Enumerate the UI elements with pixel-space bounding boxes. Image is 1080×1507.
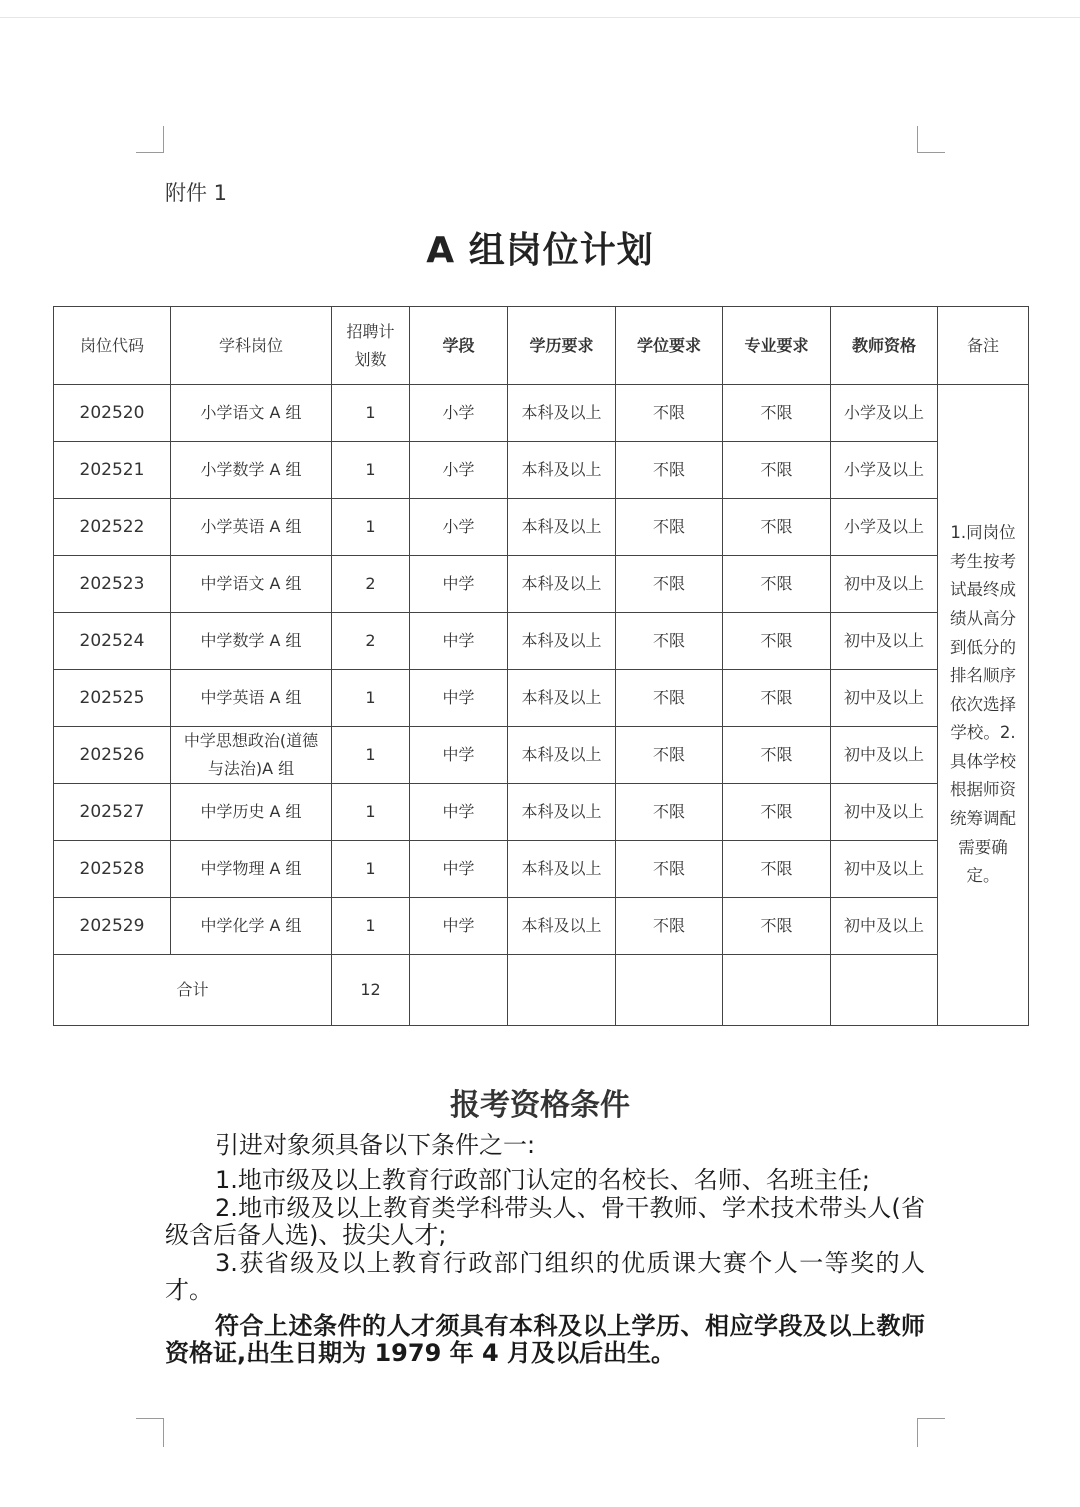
cell-code: 202521 (54, 442, 171, 499)
cell-major: 不限 (723, 784, 831, 841)
table-row (54, 898, 1029, 955)
cell-stage: 中学 (410, 727, 508, 784)
total-empty-cell (831, 955, 938, 1026)
cell-degree: 不限 (616, 385, 723, 442)
header-stage: 学段 (410, 307, 508, 385)
conditions-intro: 引进对象须具备以下条件之一: (215, 1131, 536, 1159)
cell-stage: 小学 (410, 499, 508, 556)
cell-subject: 小学数学 A 组 (171, 442, 332, 499)
table-row (54, 613, 1029, 670)
cell-education: 本科及以上 (508, 727, 616, 784)
cell-major: 不限 (723, 499, 831, 556)
page-title: A 组岗位计划 (426, 230, 654, 271)
crop-mark-top-right (917, 126, 945, 153)
total-empty-cell (508, 955, 616, 1026)
header-remark: 备注 (938, 307, 1029, 385)
cell-code: 202527 (54, 784, 171, 841)
cell-subject: 小学语文 A 组 (171, 385, 332, 442)
cell-degree: 不限 (616, 841, 723, 898)
cell-code: 202526 (54, 727, 171, 784)
cell-remark: 1.同岗位考生按考试最终成绩从高分到低分的排名顺序依次选择学校。2.具体学校根据师资统筹调配需要确定。 (938, 385, 1029, 1026)
cell-code: 202522 (54, 499, 171, 556)
cell-major: 不限 (723, 613, 831, 670)
condition-item-2: 2.地市级及以上教育类学科带头人、骨干教师、学术技术带头人(省级含后备人选)、拔尖人才; (165, 1194, 925, 1249)
cell-subject: 小学英语 A 组 (171, 499, 332, 556)
condition-item-3: 3.获省级及以上教育行政部门组织的优质课大赛个人一等奖的人才。 (165, 1249, 925, 1304)
condition-item-1: 1.地市级及以上教育行政部门认定的名校长、名师、名班主任; (215, 1166, 870, 1194)
cell-stage: 中学 (410, 784, 508, 841)
cell-subject: 中学数学 A 组 (171, 613, 332, 670)
cell-code: 202520 (54, 385, 171, 442)
crop-mark-bottom-right (917, 1418, 945, 1447)
cell-major: 不限 (723, 670, 831, 727)
cell-education: 本科及以上 (508, 556, 616, 613)
cell-degree: 不限 (616, 442, 723, 499)
cell-subject: 中学物理 A 组 (171, 841, 332, 898)
cell-qualification: 小学及以上 (831, 442, 938, 499)
cell-stage: 中学 (410, 841, 508, 898)
table-row (54, 727, 1029, 784)
cell-subject: 中学语文 A 组 (171, 556, 332, 613)
cell-education: 本科及以上 (508, 385, 616, 442)
table-row (54, 442, 1029, 499)
table-row (54, 784, 1029, 841)
cell-count: 1 (332, 385, 410, 442)
cell-stage: 小学 (410, 442, 508, 499)
cell-degree: 不限 (616, 784, 723, 841)
cell-code: 202525 (54, 670, 171, 727)
cell-count: 2 (332, 556, 410, 613)
cell-stage: 中学 (410, 556, 508, 613)
cell-count: 1 (332, 442, 410, 499)
cell-stage: 小学 (410, 385, 508, 442)
cell-degree: 不限 (616, 898, 723, 955)
cell-code: 202524 (54, 613, 171, 670)
cell-subject: 中学化学 A 组 (171, 898, 332, 955)
conditions-title: 报考资格条件 (450, 1088, 630, 1123)
total-empty-cell (616, 955, 723, 1026)
cell-code: 202529 (54, 898, 171, 955)
cell-education: 本科及以上 (508, 841, 616, 898)
cell-count: 2 (332, 613, 410, 670)
header-major: 专业要求 (723, 307, 831, 385)
cell-qualification: 小学及以上 (831, 385, 938, 442)
cell-qualification: 初中及以上 (831, 670, 938, 727)
cell-degree: 不限 (616, 613, 723, 670)
cell-code: 202528 (54, 841, 171, 898)
crop-mark-top-left (136, 126, 164, 153)
conditions-requirement: 符合上述条件的人才须具有本科及以上学历、相应学段及以上教师资格证,出生日期为 1979 年 4 月及以后出生。 (165, 1312, 925, 1367)
cell-subject: 中学英语 A 组 (171, 670, 332, 727)
header-education: 学历要求 (508, 307, 616, 385)
cell-code: 202523 (54, 556, 171, 613)
cell-education: 本科及以上 (508, 499, 616, 556)
table-row (54, 499, 1029, 556)
header-subject: 学科岗位 (171, 307, 332, 385)
header-degree: 学位要求 (616, 307, 723, 385)
cell-education: 本科及以上 (508, 898, 616, 955)
cell-degree: 不限 (616, 727, 723, 784)
cell-qualification: 初中及以上 (831, 898, 938, 955)
cell-count: 1 (332, 727, 410, 784)
page-top-divider (0, 17, 1080, 18)
cell-degree: 不限 (616, 556, 723, 613)
cell-major: 不限 (723, 841, 831, 898)
crop-mark-bottom-left (136, 1418, 164, 1447)
cell-stage: 中学 (410, 670, 508, 727)
cell-qualification: 初中及以上 (831, 613, 938, 670)
table-row (54, 841, 1029, 898)
table-row (54, 385, 1029, 442)
cell-qualification: 小学及以上 (831, 499, 938, 556)
cell-education: 本科及以上 (508, 670, 616, 727)
cell-stage: 中学 (410, 898, 508, 955)
cell-qualification: 初中及以上 (831, 727, 938, 784)
total-empty-cell (723, 955, 831, 1026)
cell-subject: 中学思想政治(道德与法治)A 组 (171, 727, 332, 784)
cell-count: 1 (332, 841, 410, 898)
cell-qualification: 初中及以上 (831, 556, 938, 613)
cell-count: 1 (332, 898, 410, 955)
cell-education: 本科及以上 (508, 613, 616, 670)
header-code: 岗位代码 (54, 307, 171, 385)
cell-degree: 不限 (616, 499, 723, 556)
cell-major: 不限 (723, 442, 831, 499)
table-row (54, 556, 1029, 613)
cell-degree: 不限 (616, 670, 723, 727)
cell-education: 本科及以上 (508, 442, 616, 499)
cell-qualification: 初中及以上 (831, 841, 938, 898)
cell-qualification: 初中及以上 (831, 784, 938, 841)
cell-major: 不限 (723, 727, 831, 784)
cell-count: 1 (332, 499, 410, 556)
total-value: 12 (332, 955, 410, 1026)
table-total-row (54, 955, 1029, 1026)
header-plan-count: 招聘计划数 (332, 307, 410, 385)
table-row (54, 670, 1029, 727)
cell-major: 不限 (723, 556, 831, 613)
cell-major: 不限 (723, 898, 831, 955)
cell-major: 不限 (723, 385, 831, 442)
cell-count: 1 (332, 670, 410, 727)
cell-subject: 中学历史 A 组 (171, 784, 332, 841)
attachment-label: 附件 1 (165, 181, 228, 205)
total-label: 合计 (54, 955, 332, 1026)
cell-education: 本科及以上 (508, 784, 616, 841)
position-plan-table (53, 306, 1029, 1026)
total-empty-cell (410, 955, 508, 1026)
table-header-row (54, 307, 1029, 385)
cell-count: 1 (332, 784, 410, 841)
cell-stage: 中学 (410, 613, 508, 670)
header-qualification: 教师资格 (831, 307, 938, 385)
